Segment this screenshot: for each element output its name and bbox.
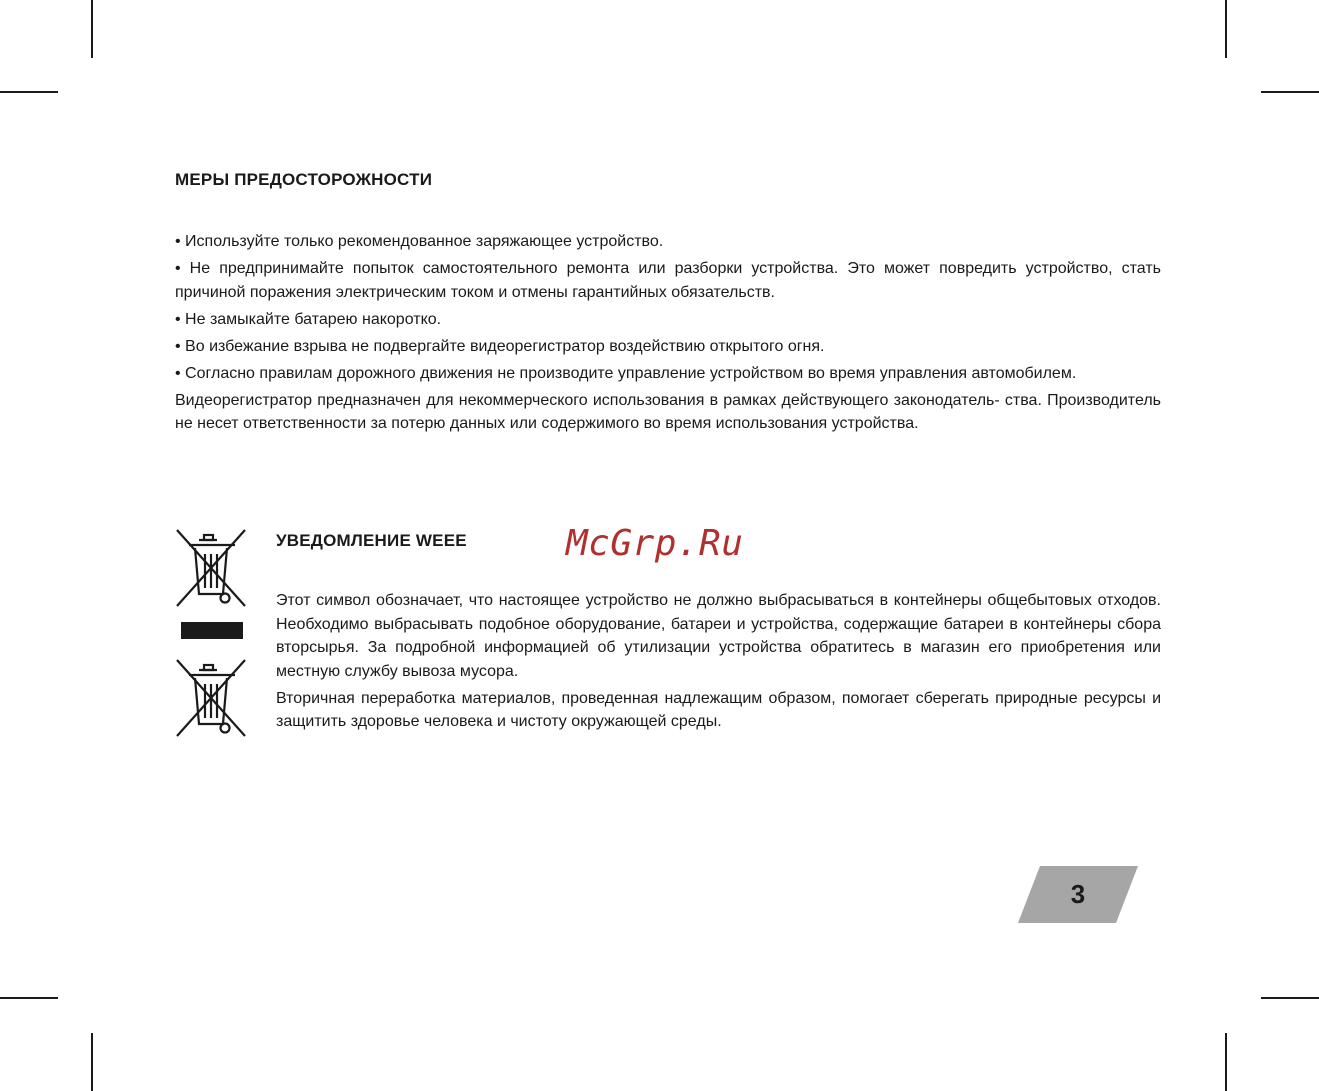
safety-item: • Согласно правилам дорожного движения не производите управление устройством во время управления автомобилем. [175, 364, 1077, 382]
crop-mark-top-right-vertical [1225, 0, 1227, 58]
crop-mark-top-right-horizontal [1261, 91, 1319, 93]
watermark: McGrp.Ru [566, 523, 744, 564]
safety-item: • Используйте только рекомендованное заряжающее устройство. [175, 233, 664, 250]
crop-mark-top-left-horizontal [0, 91, 58, 93]
crossed-out-wheelie-bin-icon [175, 528, 247, 608]
page-number: 3 [1070, 879, 1086, 909]
weee-paragraph: Этот символ обозначает, что настоящее устройство не должно выбрасываться в контейнеры общебытовых отходов. Необходимо выбрасывать подобное оборудование, батареи и устройства, содержащие батареи в контейнеры сбора вторсырья. За подробной информацией об утилизации устройства обратитесь в магазин его приобретения или местную службу вывоза мусора. [276, 592, 1161, 680]
crop-mark-bottom-left-vertical [91, 1033, 93, 1091]
safety-item: • Во избежание взрыва не подвергайте видеорегистратор воздействию открытого огня. [175, 337, 825, 355]
crop-mark-bottom-right-horizontal [1261, 997, 1319, 999]
weee-text [276, 589, 1161, 737]
safety-title: МЕРЫ ПРЕДОСТОРОЖНОСТИ [175, 170, 433, 189]
crop-mark-bottom-left-horizontal [0, 997, 58, 999]
safety-item: • Не замыкайте батарею накоротко. [175, 310, 442, 328]
weee-black-bar [181, 622, 243, 639]
weee-title: УВЕДОМЛЕНИЕ WEEE [276, 531, 467, 550]
safety-item: • Не предпринимайте попыток самостоятельного ремонта или разборки устройства. Это может повредить устройство, стать причиной поражения электрическим током и отмены гарантийных обязательств. [175, 260, 1161, 301]
crop-mark-top-left-vertical [91, 0, 93, 58]
safety-list [175, 230, 1161, 439]
crossed-out-wheelie-bin-icon [175, 658, 247, 738]
crop-mark-bottom-right-vertical [1225, 1033, 1227, 1091]
weee-paragraph: Вторичная переработка материалов, проведенная надлежащим образом, помогает сберегать природные ресурсы и защитить здоровье человека и чистоту окружающей среды. [276, 689, 1161, 730]
safety-disclaimer: Видеорегистратор предназначен для некоммерческого использования в рамках действующего законодатель- ства. Производитель не несет ответственности за потерю данных или содержимого во время использования устройства. [175, 391, 1161, 432]
